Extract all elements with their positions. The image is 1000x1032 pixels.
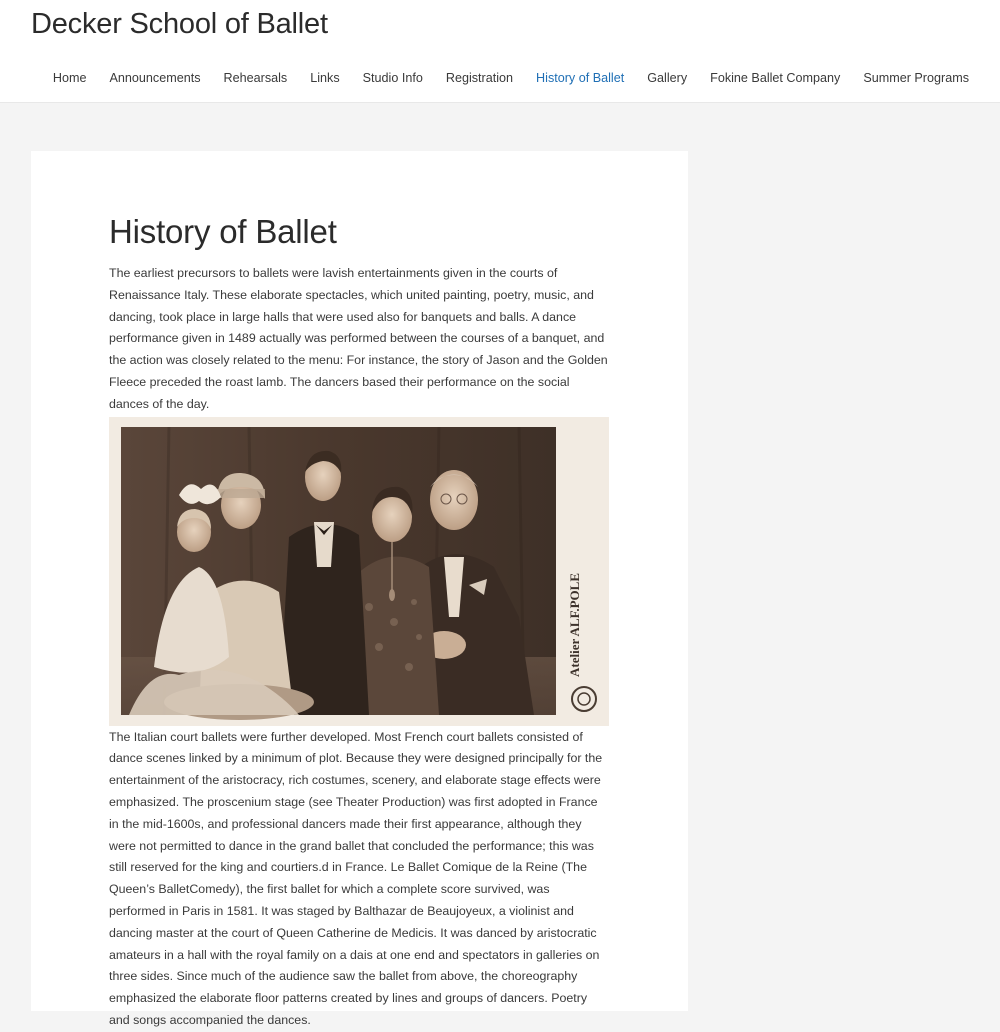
nav-item-summer-programs[interactable]: Summer Programs: [863, 71, 969, 85]
nav-item-announcements[interactable]: Announcements: [109, 71, 201, 85]
page-title: History of Ballet: [109, 213, 337, 250]
nav-item-fokine-ballet-company[interactable]: Fokine Ballet Company: [710, 71, 841, 85]
article-paragraph-1: The earliest precursors to ballets were lavish entertainments given in the courts of Renaissance Italy. These elaborate spectacles, which united painting, poetry, music, and dancing, took place in large halls that were used also for banquets and balls. A dance performance given in 1489 actually was performed between the courses of a banquet, and the action was closely related to the menu: For instance, the story of Jason and the Golden Fleece preceded the roast lamb. The dancers based their performance on the social dances of the day.: [109, 266, 608, 411]
nav-item-links[interactable]: Links: [310, 71, 340, 85]
nav-item-gallery[interactable]: Gallery: [647, 71, 688, 85]
site-header: [0, 0, 1000, 103]
article-paragraph-2: The Italian court ballets were further developed. Most French court ballets consisted of dance scenes linked by a minimum of plot. Because they were designed principally for the entertainment of the aristocracy, rich costumes, scenery, and elaborate stage effects were emphasized. The proscenium stage (see Theater Production) was first adopted in France in the mid-1600s, and professional dancers made their first appearance, although they were not permitted to dance in the grand ballet that concluded the performance; this was still reserved for the king and courtiers.d in France. Le Ballet Comique de la Reine (The Queen’s BalletComedy), the first ballet for which a complete score survived, was performed in Paris in 1581. It was staged by Balthazar de Beaujoyeux, a violinist and dancing master at the court of Queen Catherine de Medicis. It was danced by aristocratic amateurs in a hall with the royal family on a dais at one end and spectators in galleries on three sides. Since much of the audience saw the ballet from above, the choreography emphasized the elaborate floor patterns created by lines and groups of dancers. Poetry and songs accompanied the dances.: [109, 729, 603, 1027]
article: [109, 209, 609, 1032]
site-title-link[interactable]: Decker School of Ballet: [31, 8, 328, 40]
content-card: [31, 151, 688, 1027]
nav-item-studio-info[interactable]: Studio Info: [362, 71, 423, 85]
sepia-family-portrait-photo: [109, 417, 609, 726]
main-navigation: [53, 71, 969, 85]
nav-item-rehearsals[interactable]: Rehearsals: [223, 71, 288, 85]
stamp-text: Atelier ALF.POLE: [567, 572, 582, 677]
portrait-image: [109, 417, 609, 726]
photographer-stamp: [567, 573, 582, 677]
nav-item-history-of-ballet[interactable]: History of Ballet: [536, 71, 625, 85]
nav-item-registration[interactable]: Registration: [445, 71, 514, 85]
nav-item-home[interactable]: Home: [52, 71, 87, 85]
